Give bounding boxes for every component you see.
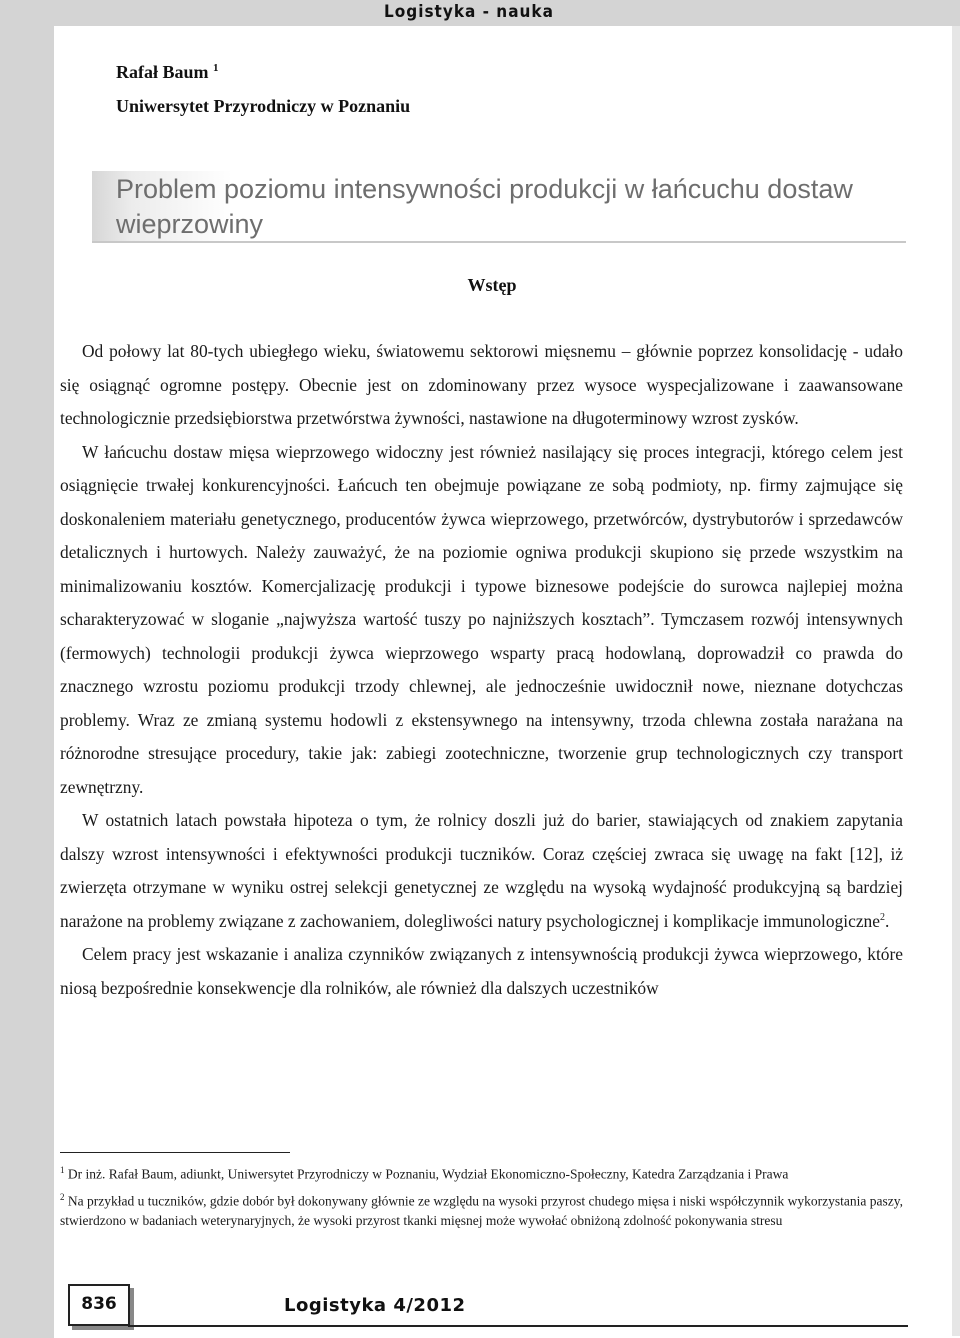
footnote xyxy=(60,1187,903,1232)
running-header: Logistyka - nauka xyxy=(384,2,554,22)
footnote-mark: 2 xyxy=(60,1191,65,1202)
footer-rule xyxy=(128,1325,908,1327)
footnote xyxy=(60,1160,903,1185)
body-paragraph xyxy=(60,804,903,938)
footnotes xyxy=(60,1160,903,1233)
footnote-separator xyxy=(60,1152,290,1153)
body-paragraph: W łańcuchu dostaw mięsa wieprzowego widoczny jest również nasilający się proces integracji, którego celem jest osiągnięcie trwałej konkurencyjności. Łańcuch ten obejmuje powiązane ze sobą podmioty, np. firmy zajmujące się doskonaleniem materiału genetycznego, producentów żywca wieprzowego, przetwórców, dystrybutorów i sprzedawców detalicznych i hurtowych. Należy zauważyć, że na poziomie ogniwa produkcji skupiono się przede wszystkim na minimalizowaniu kosztów. Komercjalizację produkcji i typowe biznesowe podejście do surowca najlepiej można scharakteryzować w sloganie „najwyższa wartość tuszy po najniższych kosztach”. Tymczasem rozwój intensywnych (fermowych) technologii produkcji żywca wieprzowego wsparty pracą hodowlaną, doprowadził co prawda do znacznego wzrostu poziomu produkcji trzody chlewnej, ale jednocześnie uwidocznił nowe, nieznane dotychczas problemy. Wraz ze zmianą systemu hodowli z ekstensywnego na intensywny, trzoda chlewna została narażana na różnorodne stresujące procedury, takie jak: zabiegi zootechniczne, tworzenie grup technologicznych czy transport zewnętrzny. xyxy=(60,441,903,797)
page-side-band xyxy=(0,0,54,1338)
footnote-mark: 1 xyxy=(60,1165,65,1175)
author-name-text: Rafał Baum xyxy=(116,62,209,82)
body-paragraph: Od połowy lat 80-tych ubiegłego wieku, światowemu sektorowi mięsnemu – głównie poprzez konsolidację - udało się osiągnąć ogromne postępy. Obecnie jest on zdominowany przez wysoce wyspecjalizowane i zaawansowane technologicznie przedsiębiorstwa przetwórstwa żywności, nastawione na długoterminowy wzrost zysków. xyxy=(60,341,903,428)
footnote-text: Dr inż. Rafał Baum, adiunkt, Uniwersytet Przyrodniczy w Poznaniu, Wydział Ekonomiczno-Społeczny, Katedra Zarządzania i Prawa xyxy=(67,1166,789,1182)
section-heading-text: Wstęp xyxy=(467,275,517,295)
footnote-text: Na przykład u tuczników, gdzie dobór był dokonywany głównie ze względu na wysoki przyrost chudego mięsa i niski współczynnik wykorzystania paszy, stwierdzono w badaniach weterynaryjnych, że wysoki przyrost tkanki mięsnej może wywołać obniżoną zdolność pokonywania stresu xyxy=(60,1193,903,1228)
header-bar xyxy=(0,0,960,26)
page-number: 836 xyxy=(68,1284,130,1326)
section-heading xyxy=(0,275,960,296)
paragraph-end: . xyxy=(884,910,890,931)
body-paragraph: Celem pracy jest wskazanie i analiza czynników związanych z intensywnością produkcji żywca wieprzowego, które niosą bezpośrednie konsekwencje dla rolników, ale również dla dalszych uczestników xyxy=(60,944,903,998)
journal-footer: Logistyka 4/2012 xyxy=(284,1295,466,1316)
author-footnote-mark: 1 xyxy=(213,62,219,74)
body-paragraph-text: W ostatnich latach powstała hipoteza o tym, że rolnicy doszli już do barier, stawiających od znakiem zapytania dalszy wzrost intensywności i efektywności produkcji tuczników. Coraz częściej zwraca się uwagę na fakt [12], iż zwierzęta otrzymane w wyniku ostrej selekcji genetycznej ze względu na wysoką wydajność produkcyjną są bardziej narażone na problemy związane z zachowaniem, dolegliwości natury psychologicznej i komplikacje immunologiczne xyxy=(60,810,903,931)
author-affiliation: Uniwersytet Przyrodniczy w Poznaniu xyxy=(116,96,411,116)
footnote-reference: 2 xyxy=(879,911,885,923)
article-title: Problem poziomu intensywności produkcji w łańcuchu dostaw wieprzowiny xyxy=(116,174,853,239)
article-body xyxy=(60,335,903,1005)
author-name xyxy=(116,62,219,83)
page-right-band xyxy=(952,26,960,1336)
